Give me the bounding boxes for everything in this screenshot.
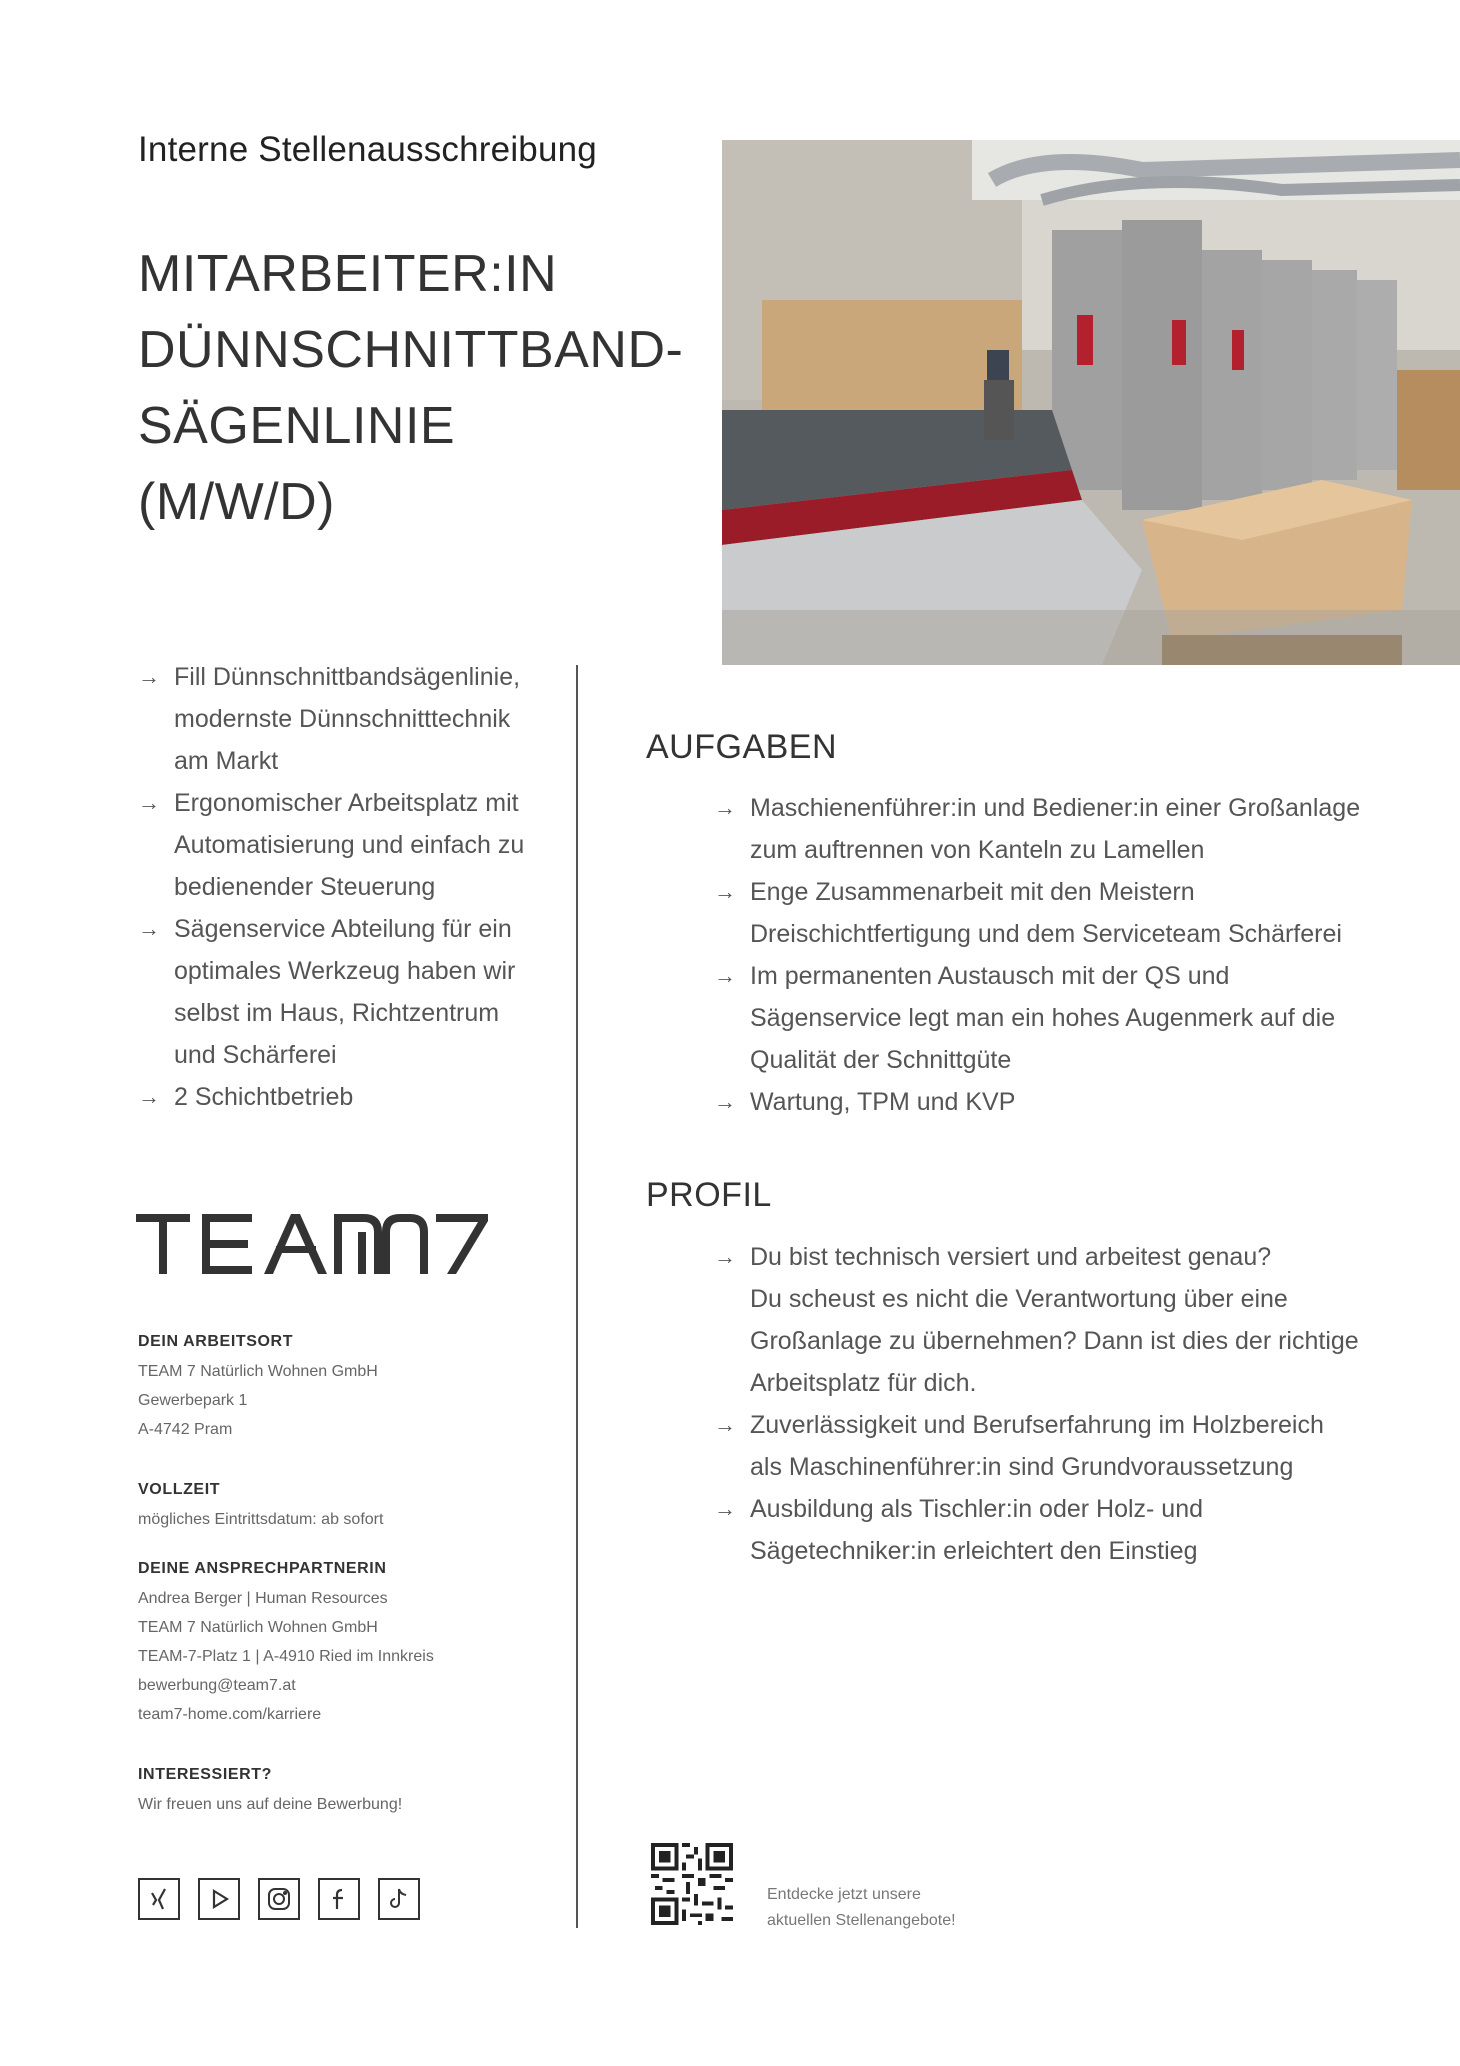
kontakt-block [138, 1560, 558, 1729]
factory-photo [722, 140, 1460, 665]
list-item-line: bedienender Steuerung [174, 873, 436, 901]
interessiert-heading: INTERESSIERT? [138, 1766, 273, 1783]
vollzeit-heading: VOLLZEIT [138, 1481, 221, 1498]
list-item-line: Ausbildung als Tischler:in oder Holz- und [750, 1495, 1204, 1523]
list-item-line: Enge Zusammenarbeit mit den Meistern [750, 878, 1195, 906]
list-item-line: Dreischichtfertigung und dem Serviceteam Schärferei [750, 920, 1342, 948]
arrow-right-icon: → [714, 963, 736, 988]
facebook-icon[interactable] [318, 1878, 360, 1920]
kontakt-line: TEAM 7 Natürlich Wohnen GmbH [138, 1619, 378, 1636]
email-link[interactable]: bewerbung@team7.at [138, 1677, 296, 1694]
qr-caption-line: aktuellen Stellenangebote! [767, 1912, 956, 1929]
list-item-line: Fill Dünnschnittbandsägenlinie, [174, 663, 521, 691]
xing-icon[interactable] [138, 1878, 180, 1920]
profil-list [714, 1236, 1394, 1572]
list-item [138, 656, 558, 782]
job-title-line: DÜNNSCHNITTBAND- [138, 321, 684, 379]
arbeitsort-line: Gewerbepark 1 [138, 1392, 248, 1409]
list-item [138, 1076, 558, 1118]
list-item-line: und Schärferei [174, 1041, 337, 1069]
qr-caption-line: Entdecke jetzt unsere [767, 1886, 921, 1903]
document-subtitle: Interne Stellenausschreibung [138, 130, 597, 169]
list-item [714, 1404, 1394, 1488]
list-item [714, 787, 1394, 871]
job-title-line: (M/W/D) [138, 473, 335, 531]
arrow-right-icon: → [714, 1412, 736, 1437]
list-item-line: Qualität der Schnittgüte [750, 1046, 1012, 1074]
list-item-line: optimales Werkzeug haben wir [174, 957, 516, 985]
list-item-line: Du scheust es nicht die Verantwortung über eine [750, 1285, 1288, 1313]
list-item-line: Sägenservice legt man ein hohes Augenmerk auf die [750, 1004, 1336, 1032]
arbeitsort-heading: DEIN ARBEITSORT [138, 1333, 294, 1350]
list-item [714, 1236, 1394, 1404]
list-item-line: am Markt [174, 747, 279, 775]
arrow-right-icon: → [714, 1089, 736, 1114]
interessiert-block [138, 1766, 558, 1819]
list-item-line: Großanlage zu übernehmen? Dann ist dies der richtige [750, 1327, 1359, 1355]
aufgaben-heading: AUFGABEN [646, 728, 838, 766]
interessiert-line: Wir freuen uns auf deine Bewerbung! [138, 1796, 403, 1813]
job-title-line: MITARBEITER:IN [138, 245, 558, 303]
careers-link[interactable]: team7-home.com/karriere [138, 1706, 322, 1723]
list-item [714, 1488, 1394, 1572]
list-item-line: Maschienenführer:in und Bediener:in einer Großanlage [750, 794, 1361, 822]
kontakt-line: TEAM-7-Platz 1 | A-4910 Ried im Innkreis [138, 1648, 434, 1665]
list-item-line: Ergonomischer Arbeitsplatz mit [174, 789, 519, 817]
tiktok-icon[interactable] [378, 1878, 420, 1920]
list-item-line: als Maschinenführer:in sind Grundvoraussetzung [750, 1453, 1294, 1481]
instagram-icon[interactable] [258, 1878, 300, 1920]
job-title [138, 236, 683, 540]
job-title-line: SÄGENLINIE [138, 397, 456, 455]
social-icons [138, 1878, 420, 1920]
column-divider [576, 665, 578, 1928]
aufgaben-list [714, 787, 1394, 1123]
list-item-line: modernste Dünnschnitttechnik [174, 705, 511, 733]
kontakt-line: Andrea Berger | Human Resources [138, 1590, 388, 1607]
list-item-line: Im permanenten Austausch mit der QS und [750, 962, 1230, 990]
arrow-right-icon: → [138, 916, 160, 941]
qr-caption [767, 1882, 956, 1934]
list-item-line: 2 Schichtbetrieb [174, 1083, 354, 1111]
profil-heading: PROFIL [646, 1176, 772, 1214]
arbeitsort-block [138, 1333, 558, 1444]
arrow-right-icon: → [138, 1084, 160, 1109]
arbeitsort-line: A-4742 Pram [138, 1421, 233, 1438]
list-item-line: Sägenservice Abteilung für ein [174, 915, 512, 943]
benefits-list [138, 656, 558, 1118]
arrow-right-icon: → [714, 795, 736, 820]
list-item-line: Arbeitsplatz für dich. [750, 1369, 977, 1397]
qr-code[interactable] [651, 1843, 733, 1925]
list-item-line: Zuverlässigkeit und Berufserfahrung im Holzbereich [750, 1411, 1324, 1439]
arrow-right-icon: → [714, 1244, 736, 1269]
list-item [714, 871, 1394, 955]
youtube-icon[interactable] [198, 1878, 240, 1920]
kontakt-heading: DEINE ANSPRECHPARTNERIN [138, 1560, 387, 1577]
arrow-right-icon: → [138, 790, 160, 815]
list-item-line: selbst im Haus, Richtzentrum [174, 999, 500, 1027]
list-item-line: Wartung, TPM und KVP [750, 1088, 1016, 1116]
list-item [138, 908, 558, 1076]
arrow-right-icon: → [714, 879, 736, 904]
arrow-right-icon: → [138, 664, 160, 689]
vollzeit-line: mögliches Eintrittsdatum: ab sofort [138, 1511, 384, 1528]
vollzeit-block [138, 1481, 558, 1534]
arbeitsort-line: TEAM 7 Natürlich Wohnen GmbH [138, 1363, 378, 1380]
list-item-line: zum auftrennen von Kanteln zu Lamellen [750, 836, 1205, 864]
list-item [714, 1081, 1394, 1123]
arrow-right-icon: → [714, 1496, 736, 1521]
list-item-line: Sägetechniker:in erleichtert den Einstieg [750, 1537, 1198, 1565]
list-item-line: Du bist technisch versiert und arbeitest genau? [750, 1243, 1272, 1271]
team7-logo [136, 1210, 488, 1278]
list-item [714, 955, 1394, 1081]
list-item [138, 782, 558, 908]
list-item-line: Automatisierung und einfach zu [174, 831, 525, 859]
